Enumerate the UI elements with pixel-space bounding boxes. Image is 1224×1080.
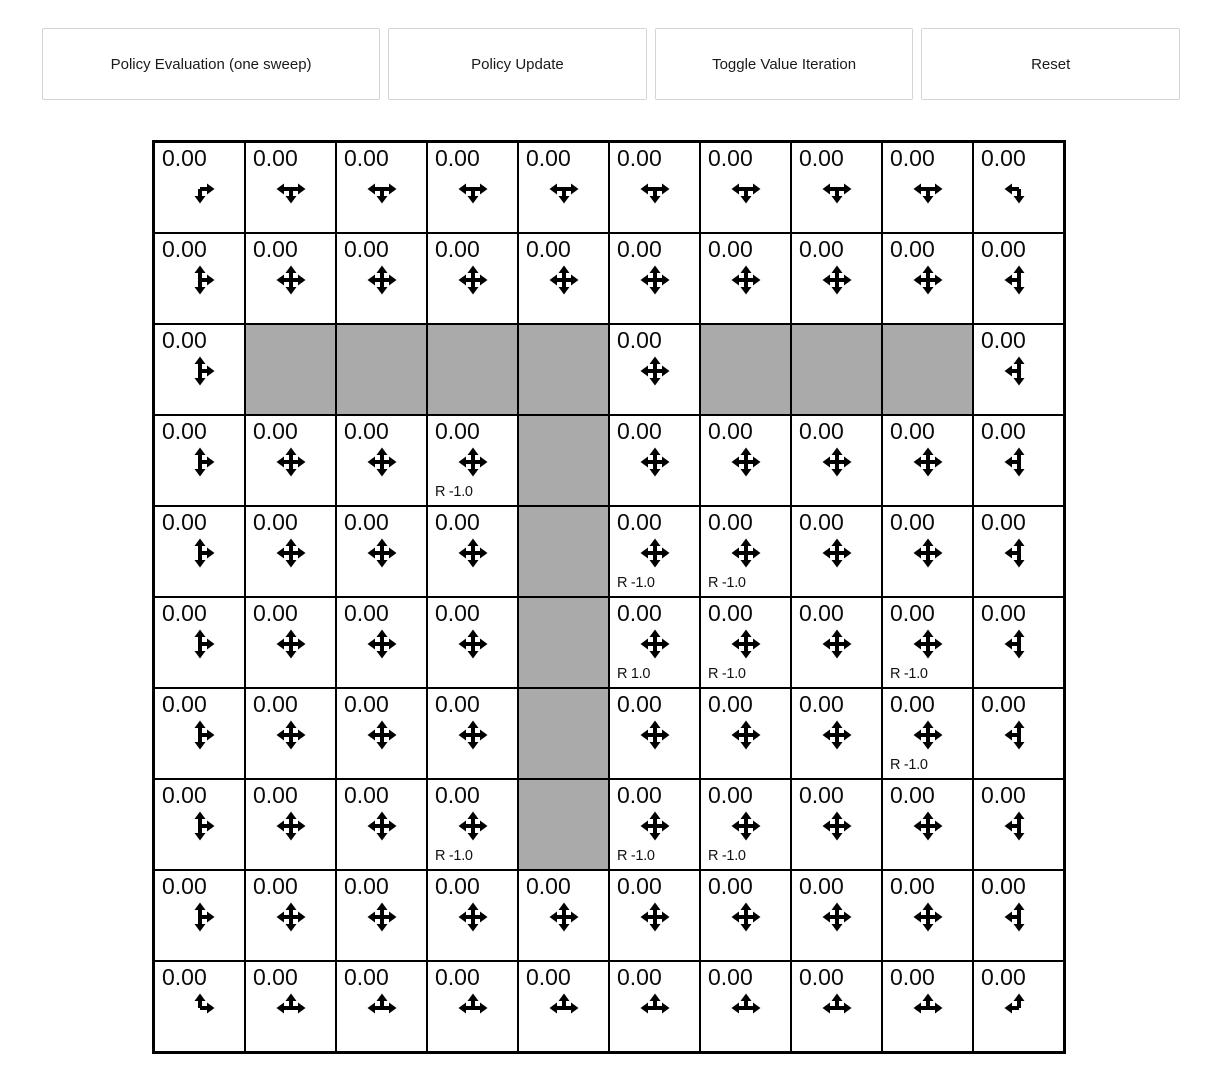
state-value: 0.00 (344, 418, 389, 444)
policy-evaluation-button[interactable]: Policy Evaluation (one sweep) (42, 28, 380, 100)
state-value: 0.00 (526, 145, 571, 171)
policy-arrows-icon (883, 717, 972, 753)
policy-arrows-icon (246, 808, 335, 844)
grid-cell[interactable] (154, 597, 245, 688)
state-value: 0.00 (344, 509, 389, 535)
policy-arrows-icon (792, 535, 881, 571)
policy-arrows-icon (337, 626, 426, 662)
policy-arrows-icon (701, 717, 790, 753)
grid-cell[interactable] (973, 779, 1064, 870)
state-value: 0.00 (617, 509, 662, 535)
state-value: 0.00 (253, 964, 298, 990)
grid-cell[interactable] (700, 870, 791, 961)
policy-arrows-icon (155, 535, 244, 571)
policy-arrows-icon (792, 717, 881, 753)
policy-arrows-icon (155, 808, 244, 844)
policy-arrows-icon (610, 808, 699, 844)
grid-cell[interactable] (791, 779, 882, 870)
toolbar (42, 28, 1180, 100)
policy-arrows-icon (519, 171, 608, 207)
policy-arrows-icon (155, 353, 244, 389)
grid-cell[interactable] (609, 961, 700, 1052)
policy-arrows-icon (974, 626, 1063, 662)
state-value: 0.00 (435, 782, 480, 808)
grid-cell[interactable] (427, 597, 518, 688)
grid-cell[interactable] (245, 233, 336, 324)
state-value: 0.00 (253, 600, 298, 626)
policy-arrows-icon (246, 262, 335, 298)
state-value: 0.00 (799, 600, 844, 626)
policy-arrows-icon (974, 717, 1063, 753)
grid-cell[interactable] (973, 233, 1064, 324)
state-value: 0.00 (617, 600, 662, 626)
policy-arrows-icon (337, 171, 426, 207)
grid-cell[interactable] (154, 961, 245, 1052)
state-value: 0.00 (708, 418, 753, 444)
wall-cell (518, 506, 609, 597)
policy-arrows-icon (428, 444, 517, 480)
state-value: 0.00 (890, 236, 935, 262)
wall-cell (518, 688, 609, 779)
state-value: 0.00 (162, 782, 207, 808)
grid-cell[interactable] (609, 415, 700, 506)
grid-cell[interactable] (882, 961, 973, 1052)
grid-cell[interactable] (882, 142, 973, 233)
reward-label: R -1.0 (435, 848, 473, 864)
policy-arrows-icon (155, 990, 244, 1026)
grid-cell[interactable] (336, 506, 427, 597)
policy-arrows-icon (428, 171, 517, 207)
policy-arrows-icon (974, 353, 1063, 389)
grid-cell[interactable] (336, 233, 427, 324)
policy-arrows-icon (246, 717, 335, 753)
state-value: 0.00 (435, 873, 480, 899)
state-value: 0.00 (162, 873, 207, 899)
state-value: 0.00 (435, 691, 480, 717)
state-value: 0.00 (253, 236, 298, 262)
policy-arrows-icon (701, 808, 790, 844)
grid-cell[interactable] (700, 233, 791, 324)
policy-arrows-icon (246, 171, 335, 207)
policy-arrows-icon (155, 262, 244, 298)
grid-cell[interactable] (427, 961, 518, 1052)
state-value: 0.00 (253, 782, 298, 808)
policy-arrows-icon (337, 444, 426, 480)
grid-cell[interactable] (245, 870, 336, 961)
wall-cell (336, 324, 427, 415)
policy-arrows-icon (974, 899, 1063, 935)
grid-cell[interactable] (336, 961, 427, 1052)
state-value: 0.00 (344, 145, 389, 171)
policy-arrows-icon (792, 262, 881, 298)
state-value: 0.00 (526, 236, 571, 262)
grid-cell[interactable] (791, 870, 882, 961)
grid-cell[interactable] (518, 142, 609, 233)
policy-arrows-icon (701, 444, 790, 480)
policy-arrows-icon (155, 444, 244, 480)
wall-cell (427, 324, 518, 415)
state-value: 0.00 (799, 236, 844, 262)
grid-cell[interactable] (973, 415, 1064, 506)
grid-cell[interactable] (973, 597, 1064, 688)
grid-cell[interactable] (245, 779, 336, 870)
grid-cell[interactable] (609, 506, 700, 597)
reward-label: R -1.0 (708, 666, 746, 682)
state-value: 0.00 (981, 145, 1026, 171)
reward-label: R -1.0 (617, 848, 655, 864)
policy-arrows-icon (610, 171, 699, 207)
grid-cell[interactable] (336, 142, 427, 233)
state-value: 0.00 (435, 509, 480, 535)
wall-cell (518, 597, 609, 688)
state-value: 0.00 (435, 964, 480, 990)
grid-cell[interactable] (154, 506, 245, 597)
wall-cell (882, 324, 973, 415)
grid-cell[interactable] (609, 233, 700, 324)
grid-cell[interactable] (609, 688, 700, 779)
gridworld (152, 140, 1066, 1054)
policy-arrows-icon (337, 717, 426, 753)
policy-arrows-icon (883, 535, 972, 571)
grid-cell[interactable] (882, 415, 973, 506)
policy-arrows-icon (428, 626, 517, 662)
state-value: 0.00 (162, 509, 207, 535)
state-value: 0.00 (435, 236, 480, 262)
state-value: 0.00 (981, 600, 1026, 626)
policy-arrows-icon (792, 899, 881, 935)
state-value: 0.00 (981, 691, 1026, 717)
grid-cell[interactable] (336, 779, 427, 870)
state-value: 0.00 (526, 873, 571, 899)
policy-arrows-icon (792, 990, 881, 1026)
state-value: 0.00 (890, 509, 935, 535)
grid-cell[interactable] (791, 415, 882, 506)
grid-cell[interactable] (336, 415, 427, 506)
wall-cell (700, 324, 791, 415)
reward-label: R -1.0 (708, 575, 746, 591)
policy-arrows-icon (701, 171, 790, 207)
state-value: 0.00 (981, 418, 1026, 444)
grid-cell[interactable] (973, 506, 1064, 597)
grid-cell[interactable] (336, 597, 427, 688)
policy-arrows-icon (337, 899, 426, 935)
policy-arrows-icon (337, 990, 426, 1026)
state-value: 0.00 (708, 600, 753, 626)
grid-cell[interactable] (245, 597, 336, 688)
state-value: 0.00 (981, 509, 1026, 535)
grid-cell[interactable] (154, 870, 245, 961)
grid-cell[interactable] (791, 233, 882, 324)
policy-update-button[interactable]: Policy Update (388, 28, 647, 100)
state-value: 0.00 (162, 964, 207, 990)
grid-cell[interactable] (700, 506, 791, 597)
reset-button[interactable]: Reset (921, 28, 1180, 100)
state-value: 0.00 (253, 873, 298, 899)
state-value: 0.00 (344, 236, 389, 262)
policy-arrows-icon (883, 262, 972, 298)
state-value: 0.00 (981, 873, 1026, 899)
state-value: 0.00 (344, 964, 389, 990)
policy-arrows-icon (155, 171, 244, 207)
grid-cell[interactable] (973, 688, 1064, 779)
grid-cell[interactable] (609, 779, 700, 870)
grid-cell[interactable] (518, 961, 609, 1052)
policy-arrows-icon (792, 171, 881, 207)
reward-label: R -1.0 (890, 666, 928, 682)
state-value: 0.00 (344, 691, 389, 717)
grid-cell[interactable] (791, 142, 882, 233)
grid-cell[interactable] (882, 688, 973, 779)
wall-cell (518, 779, 609, 870)
state-value: 0.00 (890, 964, 935, 990)
grid-cell[interactable] (700, 961, 791, 1052)
policy-arrows-icon (610, 626, 699, 662)
grid-cell[interactable] (609, 324, 700, 415)
policy-arrows-icon (519, 262, 608, 298)
state-value: 0.00 (890, 145, 935, 171)
policy-arrows-icon (246, 535, 335, 571)
policy-arrows-icon (883, 899, 972, 935)
state-value: 0.00 (526, 964, 571, 990)
grid-cell[interactable] (427, 870, 518, 961)
grid-cell[interactable] (882, 597, 973, 688)
wall-cell (518, 324, 609, 415)
grid-cell[interactable] (609, 597, 700, 688)
policy-arrows-icon (974, 171, 1063, 207)
grid-cell[interactable] (154, 233, 245, 324)
state-value: 0.00 (617, 964, 662, 990)
state-value: 0.00 (344, 600, 389, 626)
policy-arrows-icon (610, 353, 699, 389)
grid-cell[interactable] (700, 142, 791, 233)
policy-arrows-icon (519, 990, 608, 1026)
grid-cell[interactable] (154, 324, 245, 415)
grid-cell[interactable] (245, 688, 336, 779)
policy-arrows-icon (246, 626, 335, 662)
grid-cell[interactable] (700, 779, 791, 870)
state-value: 0.00 (253, 509, 298, 535)
reward-label: R -1.0 (890, 757, 928, 773)
grid-cell[interactable] (427, 233, 518, 324)
state-value: 0.00 (617, 145, 662, 171)
state-value: 0.00 (162, 600, 207, 626)
policy-arrows-icon (246, 899, 335, 935)
wall-cell (518, 415, 609, 506)
policy-arrows-icon (428, 717, 517, 753)
grid-cell[interactable] (791, 597, 882, 688)
policy-arrows-icon (883, 444, 972, 480)
state-value: 0.00 (708, 782, 753, 808)
grid-cell[interactable] (973, 961, 1064, 1052)
grid-cell[interactable] (609, 142, 700, 233)
state-value: 0.00 (890, 782, 935, 808)
policy-arrows-icon (610, 717, 699, 753)
policy-arrows-icon (428, 990, 517, 1026)
grid-cell[interactable] (427, 415, 518, 506)
wall-cell (791, 324, 882, 415)
grid-cell[interactable] (973, 142, 1064, 233)
state-value: 0.00 (162, 236, 207, 262)
state-value: 0.00 (890, 600, 935, 626)
grid-cell[interactable] (336, 870, 427, 961)
policy-arrows-icon (246, 444, 335, 480)
state-value: 0.00 (617, 236, 662, 262)
state-value: 0.00 (708, 145, 753, 171)
state-value: 0.00 (344, 873, 389, 899)
state-value: 0.00 (799, 145, 844, 171)
policy-arrows-icon (610, 899, 699, 935)
policy-arrows-icon (337, 262, 426, 298)
grid-cell[interactable] (518, 233, 609, 324)
policy-arrows-icon (974, 535, 1063, 571)
state-value: 0.00 (617, 327, 662, 353)
grid-cell[interactable] (245, 961, 336, 1052)
policy-arrows-icon (701, 990, 790, 1026)
grid-cell[interactable] (518, 870, 609, 961)
policy-arrows-icon (883, 171, 972, 207)
policy-arrows-icon (246, 990, 335, 1026)
policy-arrows-icon (792, 626, 881, 662)
state-value: 0.00 (253, 691, 298, 717)
policy-arrows-icon (974, 444, 1063, 480)
policy-arrows-icon (428, 262, 517, 298)
state-value: 0.00 (890, 418, 935, 444)
state-value: 0.00 (981, 964, 1026, 990)
state-value: 0.00 (799, 509, 844, 535)
policy-arrows-icon (883, 990, 972, 1026)
wall-cell (245, 324, 336, 415)
grid-cell[interactable] (427, 779, 518, 870)
policy-arrows-icon (792, 444, 881, 480)
policy-arrows-icon (610, 444, 699, 480)
grid-cell[interactable] (791, 688, 882, 779)
policy-arrows-icon (701, 899, 790, 935)
state-value: 0.00 (435, 145, 480, 171)
grid-cell[interactable] (973, 870, 1064, 961)
reward-label: R -1.0 (617, 575, 655, 591)
state-value: 0.00 (708, 873, 753, 899)
grid-cell[interactable] (336, 688, 427, 779)
state-value: 0.00 (890, 873, 935, 899)
policy-arrows-icon (974, 808, 1063, 844)
policy-arrows-icon (155, 899, 244, 935)
reward-label: R -1.0 (708, 848, 746, 864)
state-value: 0.00 (435, 600, 480, 626)
policy-arrows-icon (155, 717, 244, 753)
grid-cell[interactable] (973, 324, 1064, 415)
policy-arrows-icon (610, 262, 699, 298)
policy-arrows-icon (701, 262, 790, 298)
state-value: 0.00 (253, 145, 298, 171)
state-value: 0.00 (708, 691, 753, 717)
policy-arrows-icon (610, 990, 699, 1026)
policy-arrows-icon (792, 808, 881, 844)
policy-arrows-icon (701, 535, 790, 571)
grid-cell[interactable] (245, 415, 336, 506)
grid-cell[interactable] (427, 506, 518, 597)
grid-cell[interactable] (154, 142, 245, 233)
state-value: 0.00 (162, 145, 207, 171)
reward-label: R 1.0 (617, 666, 651, 682)
policy-arrows-icon (883, 808, 972, 844)
policy-arrows-icon (974, 262, 1063, 298)
state-value: 0.00 (799, 964, 844, 990)
grid-cell[interactable] (700, 688, 791, 779)
grid-cell[interactable] (700, 415, 791, 506)
state-value: 0.00 (981, 327, 1026, 353)
policy-arrows-icon (428, 808, 517, 844)
grid-cell[interactable] (245, 506, 336, 597)
state-value: 0.00 (708, 236, 753, 262)
grid-cell[interactable] (154, 779, 245, 870)
grid-cell[interactable] (427, 688, 518, 779)
state-value: 0.00 (981, 782, 1026, 808)
state-value: 0.00 (890, 691, 935, 717)
toggle-value-iteration-button[interactable]: Toggle Value Iteration (655, 28, 914, 100)
grid-cell[interactable] (245, 142, 336, 233)
grid-cell[interactable] (882, 233, 973, 324)
grid-cell[interactable] (427, 142, 518, 233)
policy-arrows-icon (610, 535, 699, 571)
policy-arrows-icon (337, 808, 426, 844)
grid-cell[interactable] (882, 870, 973, 961)
state-value: 0.00 (435, 418, 480, 444)
state-value: 0.00 (162, 327, 207, 353)
policy-arrows-icon (519, 899, 608, 935)
policy-arrows-icon (974, 990, 1063, 1026)
grid-cell[interactable] (791, 961, 882, 1052)
state-value: 0.00 (617, 691, 662, 717)
grid-cell[interactable] (791, 506, 882, 597)
grid-cell[interactable] (700, 597, 791, 688)
policy-arrows-icon (701, 626, 790, 662)
state-value: 0.00 (799, 873, 844, 899)
policy-arrows-icon (428, 535, 517, 571)
state-value: 0.00 (253, 418, 298, 444)
policy-arrows-icon (155, 626, 244, 662)
state-value: 0.00 (617, 418, 662, 444)
state-value: 0.00 (981, 236, 1026, 262)
state-value: 0.00 (344, 782, 389, 808)
state-value: 0.00 (708, 509, 753, 535)
grid-cell[interactable] (882, 506, 973, 597)
state-value: 0.00 (162, 691, 207, 717)
policy-arrows-icon (428, 899, 517, 935)
grid-cell[interactable] (154, 688, 245, 779)
policy-arrows-icon (883, 626, 972, 662)
state-value: 0.00 (617, 782, 662, 808)
grid-cell[interactable] (882, 779, 973, 870)
grid-cell[interactable] (609, 870, 700, 961)
state-value: 0.00 (799, 418, 844, 444)
grid-cell[interactable] (154, 415, 245, 506)
state-value: 0.00 (162, 418, 207, 444)
policy-arrows-icon (337, 535, 426, 571)
state-value: 0.00 (617, 873, 662, 899)
state-value: 0.00 (799, 691, 844, 717)
reward-label: R -1.0 (435, 484, 473, 500)
state-value: 0.00 (708, 964, 753, 990)
state-value: 0.00 (799, 782, 844, 808)
